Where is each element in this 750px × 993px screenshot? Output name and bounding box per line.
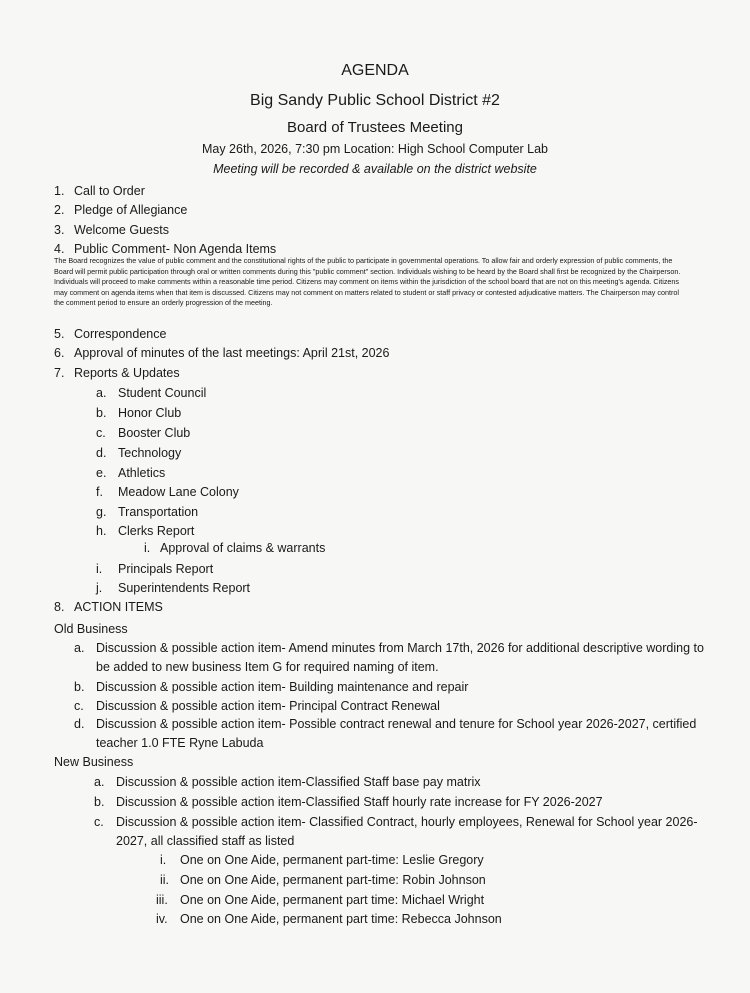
item-text: Discussion & possible action item- Amend minutes from March 17th, 2026 for additional descriptive wording to [96,641,704,655]
item-text: Discussion & possible action item-Classified Staff hourly rate increase for FY 2026-2027 [116,795,603,809]
report-item [96,426,190,440]
report-item [96,446,181,460]
item-text: Discussion & possible action item- Possible contract renewal and tenure for School year 2026-2027, certified [96,717,697,731]
note-line: Individuals will proceed to make comments within a reasonable time period. Citizens may comment on items within the jurisdiction of the school board that are not on this meeting's agenda. Citizens [54,277,680,286]
date-location: May 26th, 2026, 7:30 pm Location: High School Computer Lab [201,142,549,156]
agenda-item [54,346,389,360]
note-line: the comment period to ensure an orderly progression of the meeting. [54,298,273,307]
report-item [96,406,181,420]
staff-sub-item [156,912,502,926]
new-business-heading: New Business [54,755,134,769]
agenda-item [54,184,145,198]
report-item [96,562,213,576]
old-business-heading: Old Business [54,622,128,636]
item-number: 3. [54,223,65,237]
report-label: Transportation [118,505,199,519]
item-number: 8. [54,600,65,614]
item-number: 7. [54,366,65,380]
staff-sub-item [156,893,484,907]
clerks-sub-item [144,541,325,555]
item-letter: c. [94,815,104,829]
report-letter: g. [96,505,107,519]
agenda-title: AGENDA [341,62,409,79]
report-letter: c. [96,426,106,440]
item-label: Correspondence [74,327,167,341]
report-label: Clerks Report [118,524,195,538]
item-label: ACTION ITEMS [74,600,163,614]
district-name: Big Sandy Public School District #2 [250,92,500,109]
old-business-item-cont: teacher 1.0 FTE Ryne Labuda [96,736,264,750]
report-letter: b. [96,406,107,420]
note-line: The Board recognizes the value of public comment and the constitutional rights of the public to participate in governmental operations. To allow fair and orderly expression of public comments, the [54,256,673,265]
item-letter: b. [74,680,85,694]
item-label: Call to Order [74,184,145,198]
old-business-item [74,717,696,731]
report-letter: d. [96,446,107,460]
report-item [96,524,194,538]
item-text: Discussion & possible action item-Classified Staff base pay matrix [116,775,481,789]
item-label: Pledge of Allegiance [74,203,188,217]
meeting-title: Board of Trustees Meeting [287,119,463,136]
new-business-item [94,775,481,789]
action-items [54,600,163,614]
sub-label: One on One Aide, permanent part-time: Leslie Gregory [180,853,484,867]
report-item [96,505,198,519]
item-label: Approval of minutes of the last meetings: April 21st, 2026 [74,346,390,360]
item-letter: c. [74,699,84,713]
item-label: Reports & Updates [74,366,180,380]
item-number: 5. [54,327,65,341]
report-label: Athletics [118,466,166,480]
sub-number: iii. [156,893,168,907]
item-text: Discussion & possible action item- Principal Contract Renewal [96,699,440,713]
item-label: Welcome Guests [74,223,169,237]
report-label: Superintendents Report [118,581,251,595]
old-business-item [74,680,468,694]
item-number: 4. [54,242,65,256]
sub-number: i. [160,853,167,867]
report-letter: i. [96,562,103,576]
report-label: Booster Club [118,426,191,440]
agenda-item [54,242,276,256]
agenda-item [54,203,187,217]
item-letter: a. [74,641,85,655]
report-label: Meadow Lane Colony [118,485,239,499]
public-comment-note [54,256,694,309]
note-line: may comment on agenda items when that item is discussed. Citizens may not comment on matters related to student or staff privacy or contested adjudicative matters. The Chairperson may control [54,287,679,297]
item-letter: d. [74,717,85,731]
sub-number: ii. [160,873,170,887]
item-letter: a. [94,775,105,789]
sub-label: One on One Aide, permanent part time: Michael Wright [180,893,485,907]
report-item [96,485,239,499]
report-letter: a. [96,386,107,400]
report-label: Honor Club [118,406,182,420]
report-letter: h. [96,524,107,538]
item-letter: b. [94,795,105,809]
report-letter: j. [96,581,103,595]
new-business-item-cont: 2027, all classified staff as listed [116,834,295,848]
item-text: Discussion & possible action item- Building maintenance and repair [96,680,469,694]
report-label: Student Council [118,386,207,400]
item-label: Public Comment- Non Agenda Items [74,242,277,256]
report-item [96,466,165,480]
sub-number: i. [144,541,151,555]
new-business-item [94,815,698,829]
old-business-item [74,699,440,713]
sub-label: One on One Aide, permanent part-time: Robin Johnson [180,873,486,887]
item-number: 1. [54,184,65,198]
item-number: 6. [54,346,65,360]
agenda-item [54,327,166,341]
old-business-item-cont: be added to new business Item G for required naming of item. [96,660,439,674]
report-item [96,386,206,400]
report-label: Technology [118,446,182,460]
report-letter: e. [96,466,107,480]
sub-number: iv. [156,912,168,926]
old-business-item [74,641,704,655]
staff-sub-item [160,853,484,867]
recording-note: Meeting will be recorded & available on the district website [213,162,537,176]
sub-label: One on One Aide, permanent part time: Rebecca Johnson [180,912,502,926]
agenda-item [54,366,180,380]
report-letter: f. [96,485,103,499]
staff-sub-item [160,873,486,887]
report-label: Principals Report [118,562,214,576]
sub-label: Approval of claims & warrants [160,541,326,555]
report-item [96,581,250,595]
note-line: Board will permit public participation through oral or written comments during this "public comment" section. Individuals wishing to be heard by the Board shall first be recognized by the Chairperson. [54,266,681,276]
item-text: Discussion & possible action item- Classified Contract, hourly employees, Renewal for School year 2026- [116,815,698,829]
new-business-item [94,795,603,809]
item-number: 2. [54,203,65,217]
agenda-item [54,223,169,237]
